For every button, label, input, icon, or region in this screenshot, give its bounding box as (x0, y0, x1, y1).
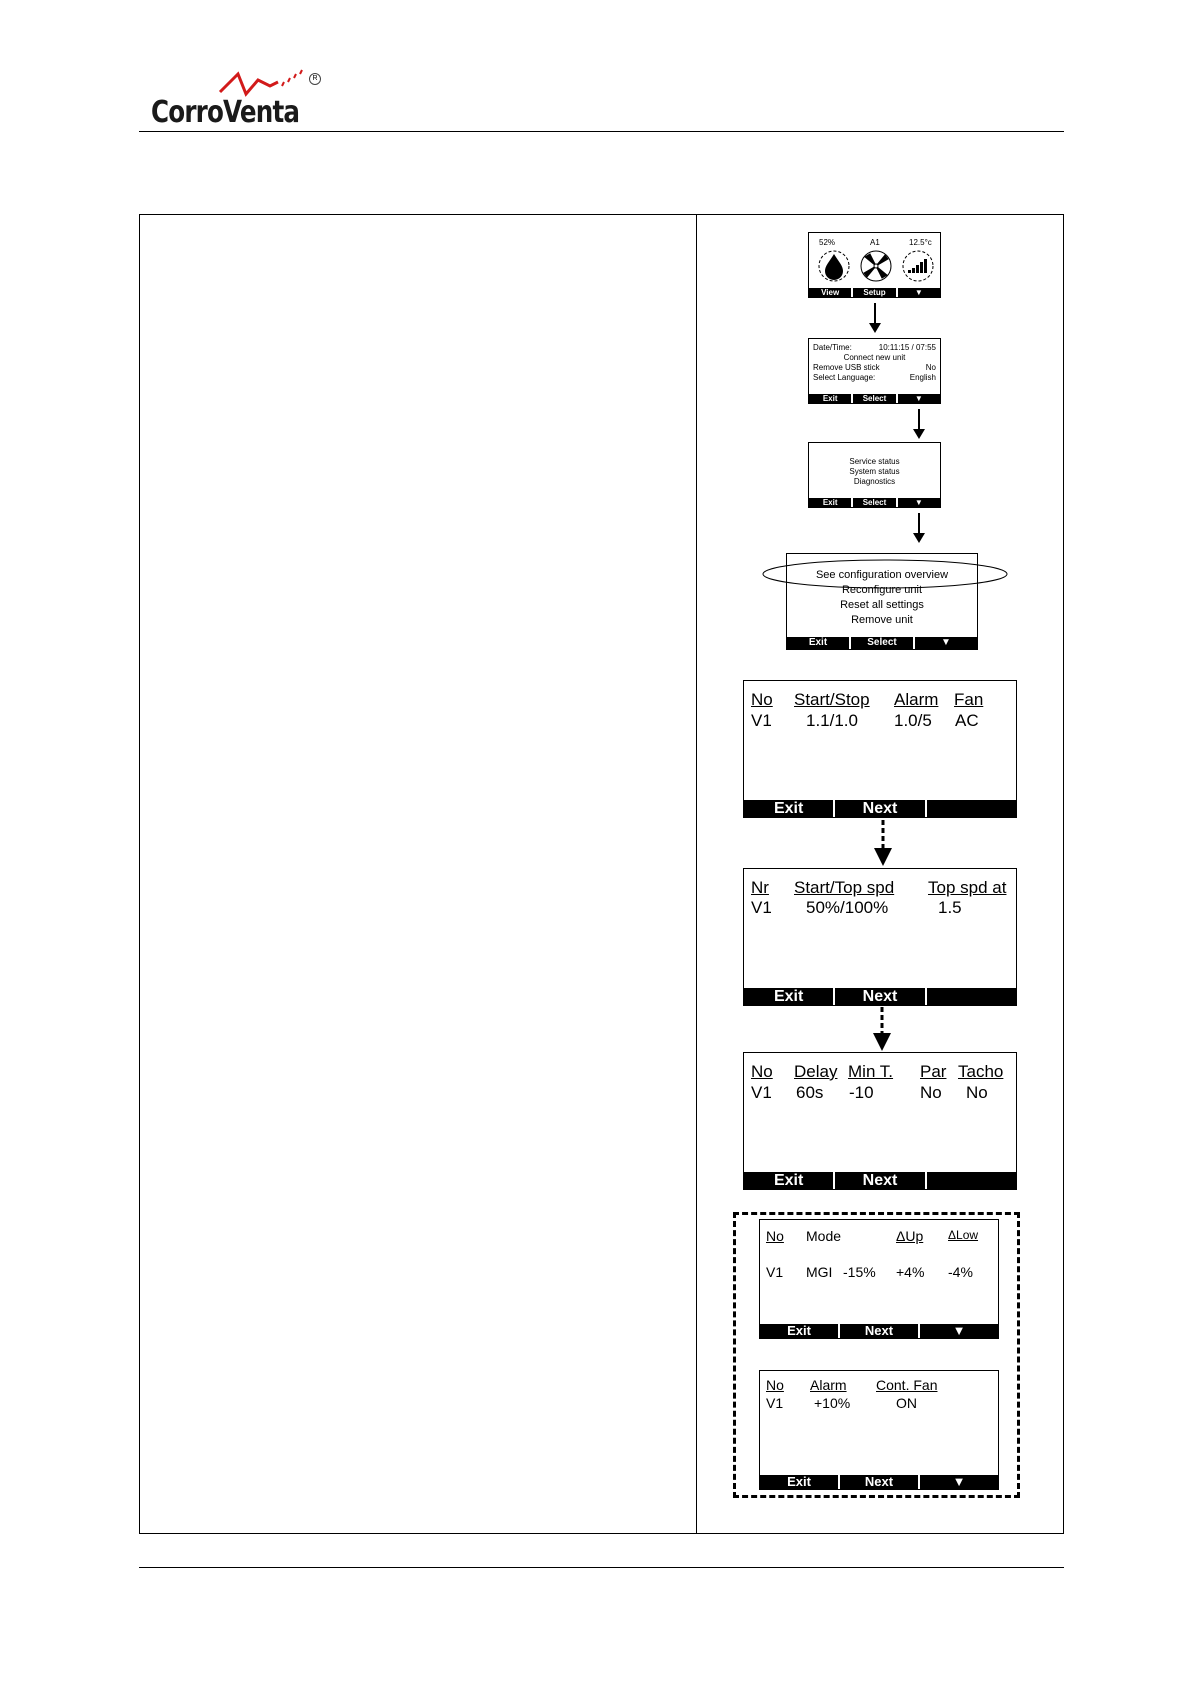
cell-value: 1.1/1.0 (806, 711, 858, 730)
connect-new-unit-item[interactable]: Connect new unit (843, 353, 906, 362)
column-header: ΔUp (896, 1228, 924, 1244)
datetime-label: Date/Time: (813, 343, 852, 352)
dashed-flow-arrow (873, 820, 893, 866)
down-arrow-button[interactable]: ▼ (914, 394, 923, 403)
registered-mark: R (309, 73, 321, 85)
column-header: Min T. (848, 1062, 894, 1081)
column-header: No (766, 1377, 784, 1393)
header-rule (139, 131, 1064, 132)
view-button[interactable]: View (809, 288, 853, 297)
screen-setup-menu (808, 338, 941, 404)
exit-button[interactable]: Exit (809, 394, 853, 403)
datetime-value: 10:11:15 / 07:55 (878, 343, 936, 352)
empty-button (927, 800, 1016, 817)
exit-button[interactable]: Exit (809, 498, 853, 507)
cell-value: No (966, 1083, 988, 1102)
column-header: Alarm (810, 1377, 847, 1393)
column-header: No (751, 690, 773, 709)
select-button[interactable]: Select (853, 394, 897, 403)
column-header: Delay (794, 1062, 838, 1081)
cell-value: ON (896, 1395, 917, 1411)
cell-value: +10% (814, 1395, 851, 1411)
column-header: No (766, 1228, 784, 1244)
logo-wordmark: CorroVenta (151, 95, 300, 130)
flow-arrow (868, 303, 882, 333)
system-status-item[interactable]: System status (849, 467, 900, 476)
remove-usb-label: Remove USB stick (813, 363, 880, 372)
next-button[interactable]: Next (840, 1324, 920, 1338)
remove-unit-item[interactable]: Remove unit (851, 614, 913, 626)
unit-label: A1 (870, 238, 880, 247)
column-header: Fan (954, 690, 984, 709)
next-button[interactable]: Next (840, 1475, 920, 1489)
empty-button (927, 1172, 1016, 1189)
screen-status-menu (808, 442, 941, 508)
reconfigure-unit-item[interactable]: Reconfigure unit (841, 584, 923, 596)
exit-button[interactable]: Exit (744, 1172, 835, 1189)
screen-button-bar (809, 394, 940, 403)
column-header: Alarm (894, 690, 939, 709)
column-header: Start/Top spd (794, 878, 895, 897)
screen-button-bar (787, 637, 977, 649)
setup-button[interactable]: Setup (853, 288, 897, 297)
column-header: Top spd at (928, 878, 1007, 897)
empty-button (927, 988, 1016, 1005)
next-button[interactable]: Next (835, 1172, 926, 1189)
see-configuration-overview-item[interactable]: See configuration overview (815, 569, 949, 581)
cell-value: 1.5 (938, 898, 962, 917)
temperature-value: 12.5°c (909, 238, 932, 247)
humidity-value: 52% (819, 238, 836, 247)
water-drop-icon (819, 251, 849, 281)
select-button[interactable]: Select (853, 498, 897, 507)
column-header: Tacho (958, 1062, 1004, 1081)
cell-value: V1 (766, 1264, 784, 1280)
exit-button[interactable]: Exit (744, 988, 835, 1005)
cell-value: 50%/100% (806, 898, 889, 917)
language-label: Select Language: (813, 373, 876, 382)
column-header: Start/Stop (794, 690, 870, 709)
exit-button[interactable]: Exit (787, 637, 851, 649)
screen-button-bar (809, 288, 940, 297)
column-header: Mode (806, 1228, 842, 1244)
table-column-divider (696, 214, 697, 1534)
signal-strength-icon (903, 251, 933, 281)
cell-value: 60s (796, 1083, 824, 1102)
screen-main-display (808, 232, 941, 298)
cell-value: 1.0/5 (894, 711, 932, 730)
column-header: Nr (751, 878, 769, 897)
screen-button-bar (760, 1324, 998, 1338)
cell-value: -15% (843, 1264, 876, 1280)
footer-rule (139, 1567, 1064, 1568)
cell-value: -4% (948, 1264, 973, 1280)
screen-config-overview-2 (743, 868, 1017, 1006)
dashed-flow-arrow (872, 1007, 892, 1051)
select-button[interactable]: Select (851, 637, 915, 649)
down-arrow-button[interactable]: ▼ (952, 1474, 966, 1489)
reset-all-settings-item[interactable]: Reset all settings (840, 599, 924, 611)
column-header: No (751, 1062, 773, 1081)
column-header: ΔLow (948, 1228, 979, 1242)
next-button[interactable]: Next (835, 800, 926, 817)
remove-usb-value: No (925, 363, 936, 372)
screen-config-overview-4 (759, 1219, 999, 1339)
screen-button-bar (744, 800, 1016, 817)
diagnostics-item[interactable]: Diagnostics (853, 477, 896, 486)
screen-button-bar (744, 1172, 1016, 1189)
screen-button-bar (760, 1475, 998, 1489)
language-value: English (909, 373, 936, 382)
cell-value: -10 (849, 1083, 874, 1102)
flow-arrow (912, 409, 926, 439)
cell-value: V1 (751, 711, 772, 730)
cell-value: V1 (751, 1083, 772, 1102)
next-button[interactable]: Next (835, 988, 926, 1005)
exit-button[interactable]: Exit (760, 1475, 840, 1489)
screen-button-bar (744, 988, 1016, 1005)
column-header: Cont. Fan (876, 1377, 938, 1393)
flow-arrow (912, 513, 926, 543)
cell-value: +4% (896, 1264, 925, 1280)
cell-value: AC (955, 711, 979, 730)
down-arrow-button[interactable]: ▼ (941, 637, 951, 648)
service-status-item[interactable]: Service status (849, 457, 900, 466)
screen-config-overview-1 (743, 680, 1017, 818)
cell-value: V1 (751, 898, 772, 917)
down-arrow-button[interactable]: ▼ (914, 288, 923, 297)
exit-button[interactable]: Exit (744, 800, 835, 817)
cell-value: V1 (766, 1395, 784, 1411)
screen-config-overview-5 (759, 1370, 999, 1490)
cell-value: MGI (806, 1264, 833, 1280)
exit-button[interactable]: Exit (760, 1324, 840, 1338)
highlight-ellipse (760, 556, 1010, 592)
fan-icon (861, 251, 891, 281)
cell-value: No (920, 1083, 942, 1102)
screen-button-bar (809, 498, 940, 507)
column-header: Par (920, 1062, 947, 1081)
down-arrow-button[interactable]: ▼ (952, 1323, 966, 1338)
screen-config-overview-3 (743, 1052, 1017, 1190)
down-arrow-button[interactable]: ▼ (914, 498, 923, 507)
